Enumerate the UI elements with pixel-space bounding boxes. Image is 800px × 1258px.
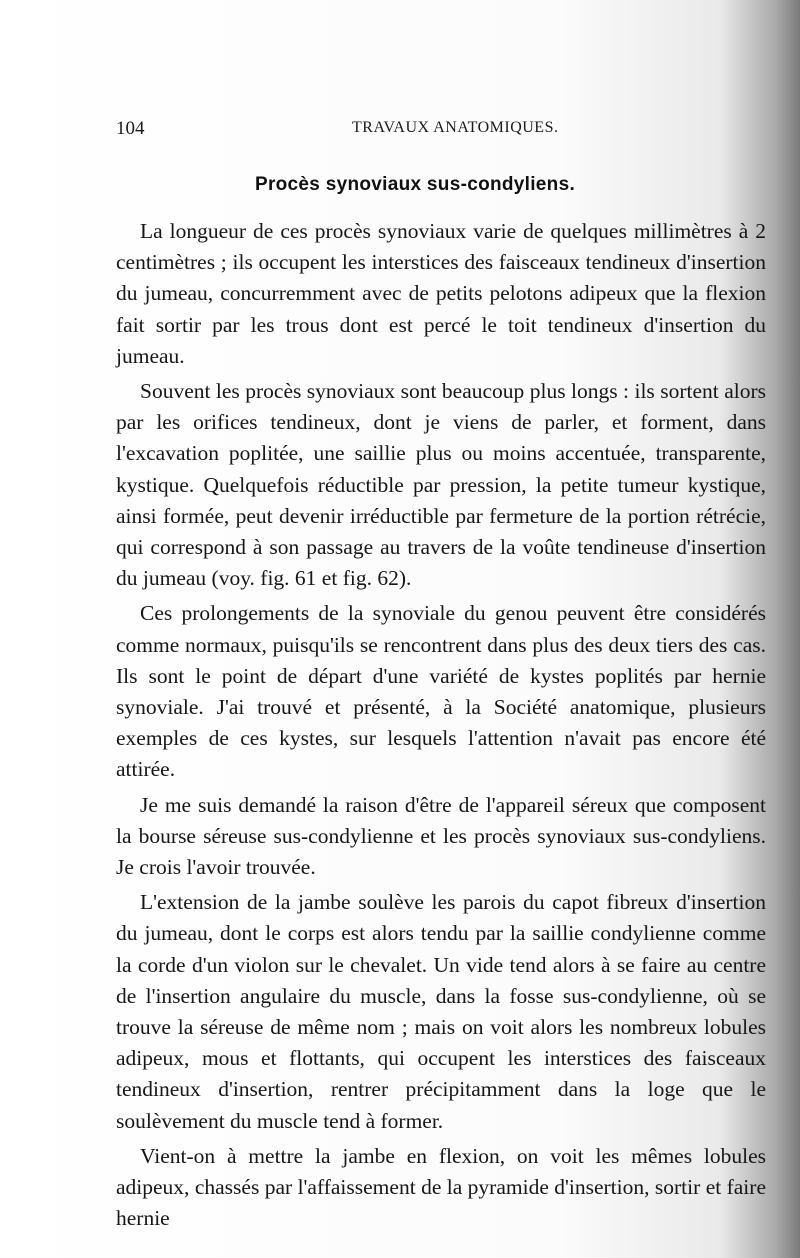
page-number: 104 (116, 118, 145, 139)
paragraph-3: Ces prolongements de la synoviale du genou peuvent être considérés comme normaux, puisqu'ils se rencontrent dans plus des deux tiers des cas. Ils sont le point de départ d'une variété de kystes poplités par hernie synoviale. J'ai trouvé et présenté, à la Société anatomique, plusieurs exemples de ces kystes, sur lesquels l'attention n'avait pas encore été attirée. (116, 601, 766, 782)
paragraph-5: L'extension de la jambe soulève les parois du capot fibreux d'insertion du jumeau, dont le corps est alors tendu par la saillie condylienne comme la corde d'un violon sur le chevalet. Un vide tend alors à se faire au centre de l'insertion angulaire du muscle, dans la fosse sus-condylienne, où se trouve la séreuse de même nom ; mais on voit alors les nombreux lobules adipeux, mous et flottants, qui occupent les interstices des faisceaux tendineux d'insertion, rentrer précipitamment dans la loge que le soulèvement du muscle tend à former. (116, 890, 766, 1133)
running-head (116, 118, 756, 140)
paragraph-2: Souvent les procès synoviaux sont beaucoup plus longs : ils sortent alors par les orifices tendineux, dont je viens de parler, et forment, dans l'excavation poplitée, une saillie plus ou moins accentuée, transparente, kystique. Quelquefois réductible par pression, la petite tumeur kystique, ainsi formée, peut devenir irréductible par fermeture de la portion rétrécie, qui correspond à son passage au travers de la voûte tendineuse d'insertion du jumeau (voy. fig. 61 et fig. 62). (116, 379, 766, 591)
section-title: Procès synoviaux sus-condyliens. (254, 174, 576, 195)
running-title: TRAVAUX ANATOMIQUES. (352, 119, 559, 136)
paragraph-4: Je me suis demandé la raison d'être de l'appareil séreux que composent la bourse séreuse sus-condylienne et les procès synoviaux sus-condyliens. Je crois l'avoir trouvée. (116, 792, 766, 880)
paragraph-6: Vient-on à mettre la jambe en flexion, on voit les mêmes lobules adipeux, chassés par l'affaissement de la pyramide d'insertion, sortir et faire hernie (116, 1143, 766, 1231)
paragraph-1: La longueur de ces procès synoviaux varie de quelques millimètres à 2 centimètres ; ils occupent les interstices des faisceaux tendineux d'insertion du jumeau, concurremment avec de petits pelotons adipeux que la flexion fait sortir par les trous dont est percé le toit tendineux d'insertion du jumeau. (116, 219, 766, 368)
body-text (116, 216, 766, 1239)
